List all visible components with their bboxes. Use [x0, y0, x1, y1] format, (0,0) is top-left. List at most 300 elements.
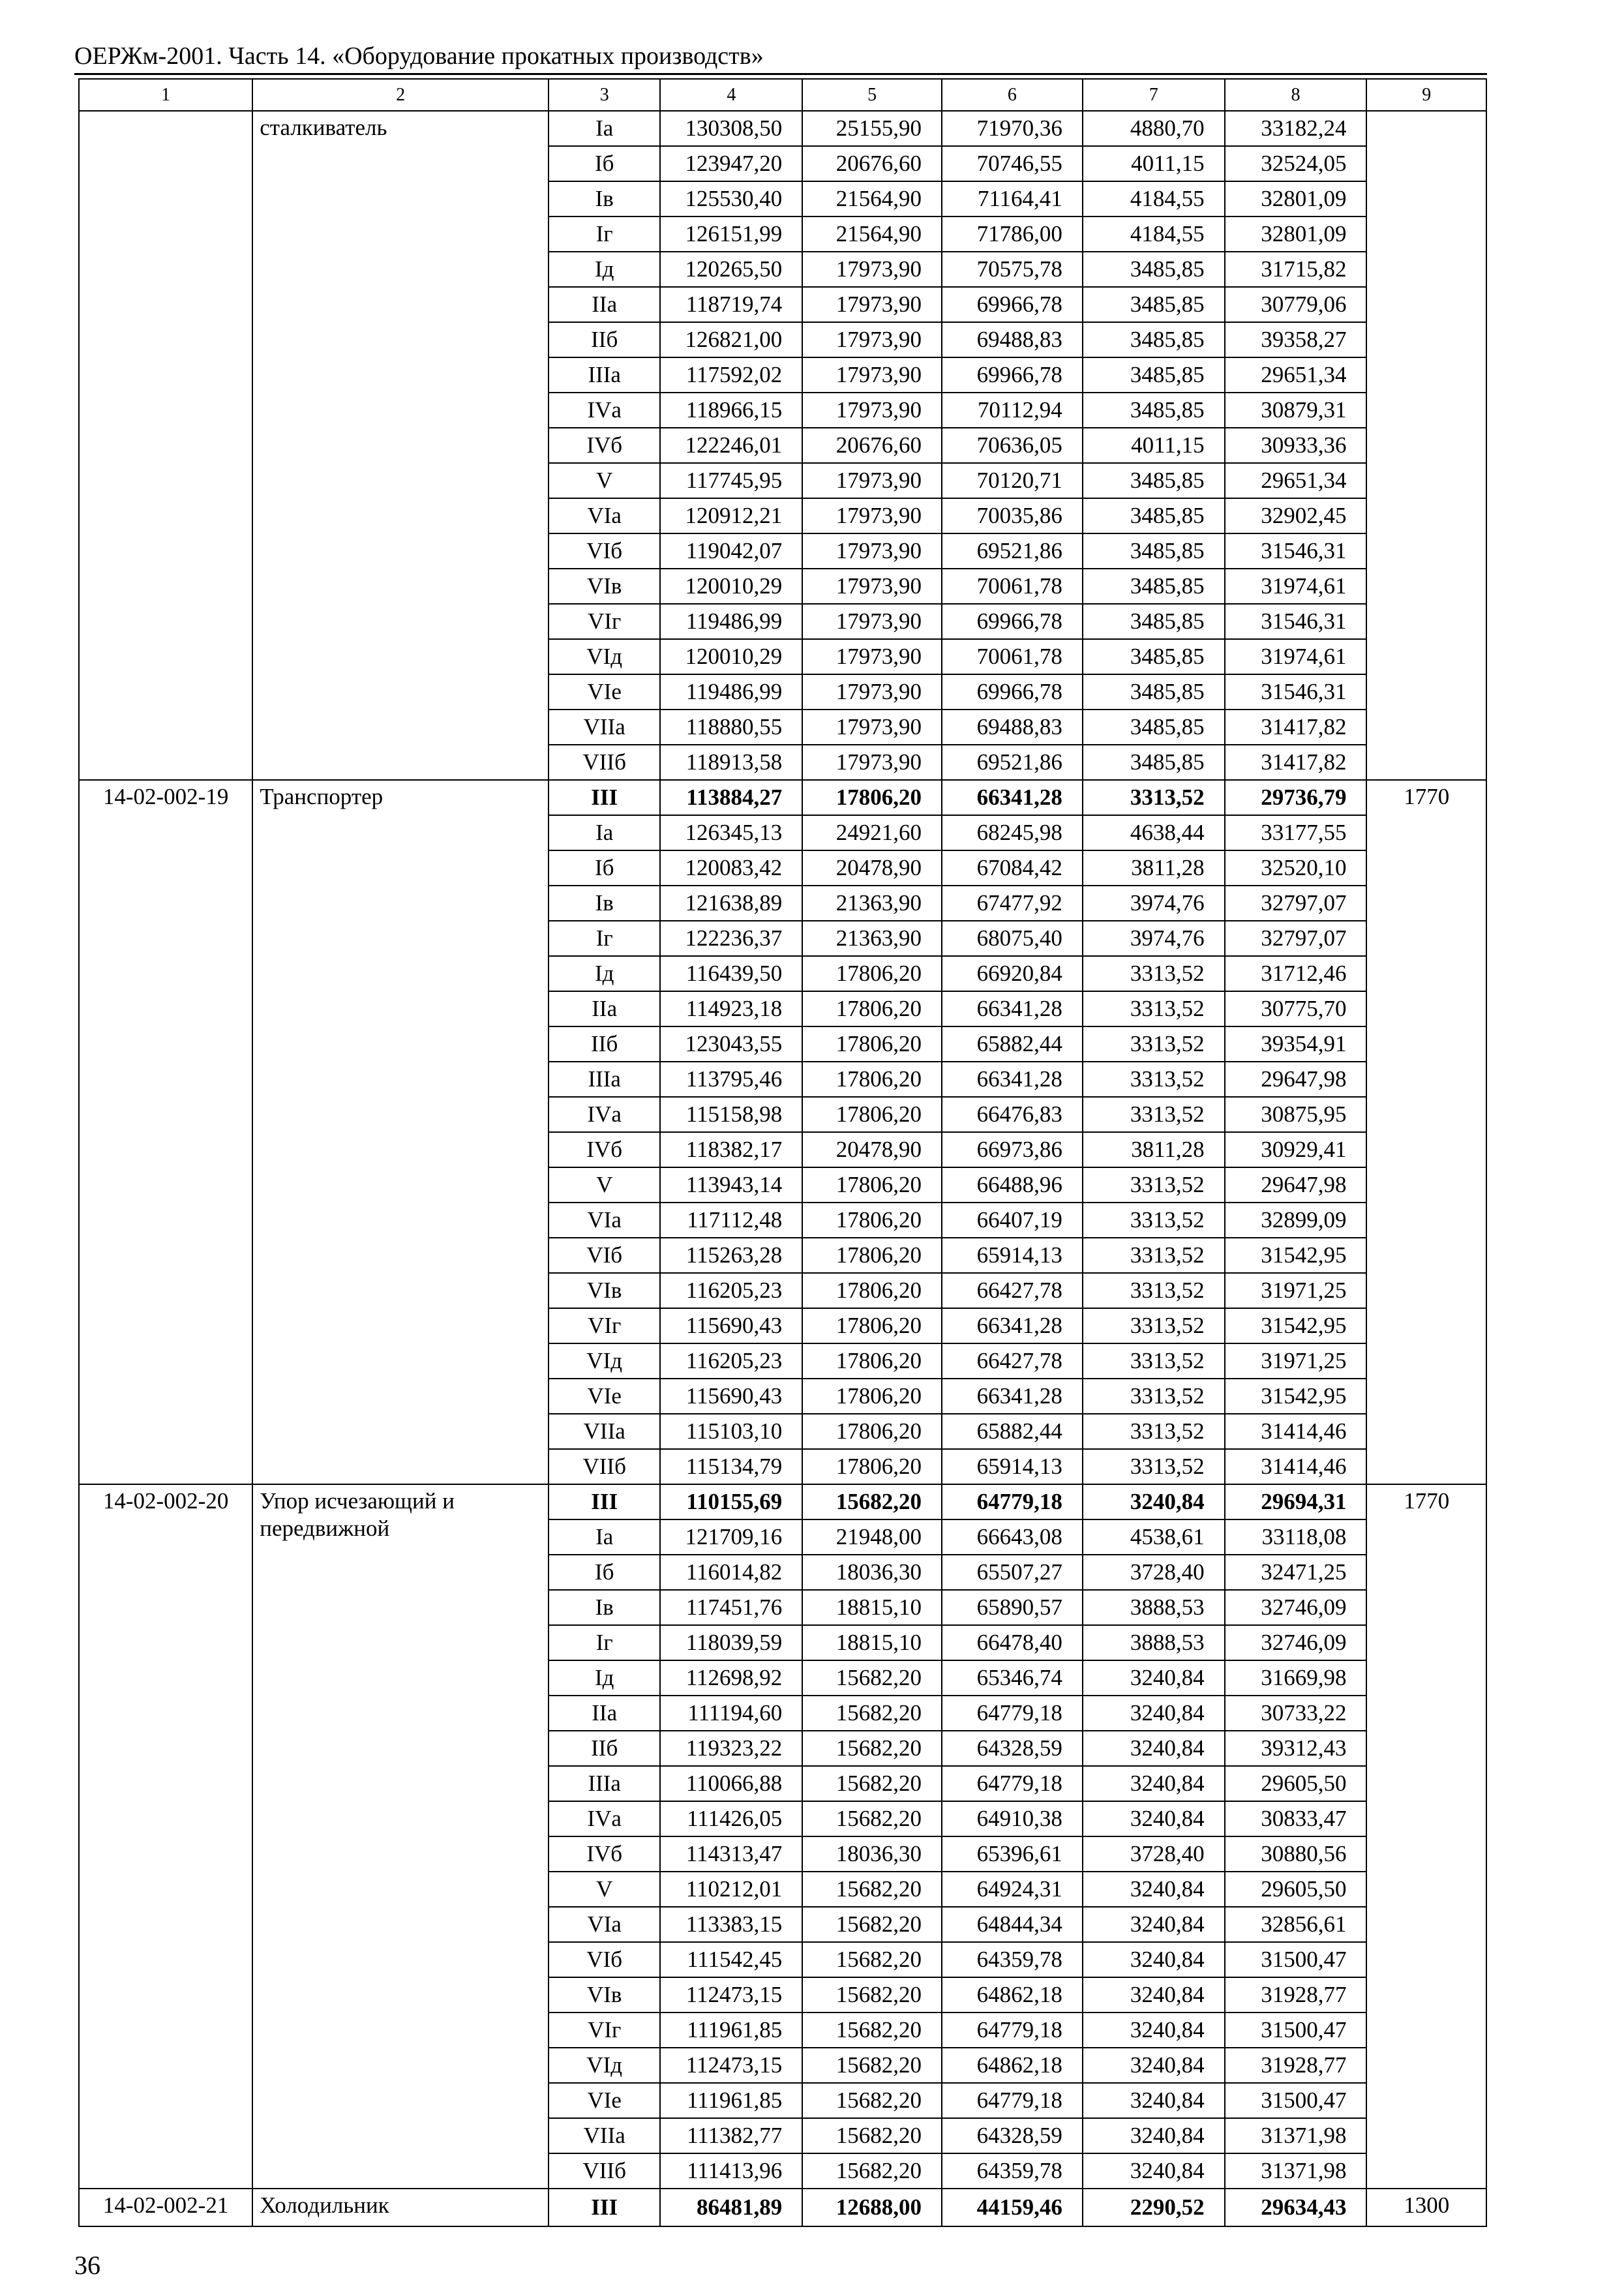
district-cell: VIе: [549, 1379, 660, 1414]
total-cost-cell: 117592,02: [660, 357, 802, 393]
total-cost-cell: 115690,43: [660, 1379, 802, 1414]
materials-cost-cell: 31417,82: [1225, 745, 1367, 780]
district-cell: VIIб: [549, 745, 660, 780]
column-number-row: [79, 79, 1486, 111]
district-cell: VIг: [549, 604, 660, 639]
operator-wage-cell: 3313,52: [1083, 1167, 1225, 1203]
labor-cost-cell: 17973,90: [802, 674, 942, 710]
column-number: 4: [660, 79, 802, 111]
total-cost-cell: 121638,89: [660, 886, 802, 921]
column-number: 1: [79, 79, 252, 111]
labor-cost-cell: 25155,90: [802, 111, 942, 146]
labor-cost-cell: 15682,20: [802, 2012, 942, 2048]
labor-cost-cell: 17973,90: [802, 639, 942, 674]
machine-cost-cell: 69488,83: [942, 710, 1083, 745]
machine-cost-cell: 64779,18: [942, 2012, 1083, 2048]
machine-cost-cell: 67477,92: [942, 886, 1083, 921]
price-table: [78, 78, 1487, 2227]
operator-wage-cell: 3485,85: [1083, 674, 1225, 710]
materials-cost-cell: 32524,05: [1225, 146, 1367, 181]
district-cell: Iв: [549, 1590, 660, 1625]
operator-wage-cell: 3240,84: [1083, 1696, 1225, 1731]
materials-cost-cell: 31669,98: [1225, 1660, 1367, 1696]
labor-cost-cell: 17806,20: [802, 1379, 942, 1414]
materials-cost-cell: 39354,91: [1225, 1026, 1367, 1062]
rate-code-cell: 14-02-002-21: [79, 2189, 252, 2226]
labor-cost-cell: 15682,20: [802, 1801, 942, 1836]
machine-cost-cell: 66341,28: [942, 780, 1083, 815]
labor-cost-cell: 20478,90: [802, 1132, 942, 1167]
operator-wage-cell: 3313,52: [1083, 1238, 1225, 1273]
labor-hours-cell: 1770: [1366, 1484, 1486, 2189]
total-cost-cell: 123043,55: [660, 1026, 802, 1062]
district-cell: VIIа: [549, 710, 660, 745]
equipment-name-cell: Упор исчезающий и передвижной: [252, 1484, 549, 2189]
operator-wage-cell: 3240,84: [1083, 2118, 1225, 2153]
table-body: [79, 79, 1486, 2226]
labor-cost-cell: 15682,20: [802, 1660, 942, 1696]
total-cost-cell: 114923,18: [660, 991, 802, 1026]
machine-cost-cell: 66341,28: [942, 991, 1083, 1026]
operator-wage-cell: 3240,84: [1083, 1484, 1225, 1519]
total-cost-cell: 130308,50: [660, 111, 802, 146]
labor-cost-cell: 17806,20: [802, 1238, 942, 1273]
labor-cost-cell: 21564,90: [802, 181, 942, 217]
operator-wage-cell: 3240,84: [1083, 2083, 1225, 2118]
materials-cost-cell: 30879,31: [1225, 393, 1367, 428]
table-row: [79, 2189, 1486, 2226]
column-number: 7: [1083, 79, 1225, 111]
operator-wage-cell: 3485,85: [1083, 639, 1225, 674]
materials-cost-cell: 31971,25: [1225, 1343, 1367, 1379]
materials-cost-cell: 32746,09: [1225, 1625, 1367, 1660]
materials-cost-cell: 30775,70: [1225, 991, 1367, 1026]
total-cost-cell: 119486,99: [660, 604, 802, 639]
operator-wage-cell: 3313,52: [1083, 1343, 1225, 1379]
labor-cost-cell: 17973,90: [802, 710, 942, 745]
total-cost-cell: 113383,15: [660, 1907, 802, 1942]
district-cell: VIб: [549, 1942, 660, 1977]
district-cell: VIIа: [549, 2118, 660, 2153]
total-cost-cell: 111961,85: [660, 2083, 802, 2118]
operator-wage-cell: 3974,76: [1083, 921, 1225, 956]
materials-cost-cell: 33118,08: [1225, 1519, 1367, 1555]
materials-cost-cell: 29736,79: [1225, 780, 1367, 815]
district-cell: VIг: [549, 2012, 660, 2048]
machine-cost-cell: 68245,98: [942, 815, 1083, 850]
operator-wage-cell: 3728,40: [1083, 1836, 1225, 1872]
materials-cost-cell: 30833,47: [1225, 1801, 1367, 1836]
materials-cost-cell: 31417,82: [1225, 710, 1367, 745]
district-cell: V: [549, 1167, 660, 1203]
materials-cost-cell: 31546,31: [1225, 533, 1367, 569]
machine-cost-cell: 66643,08: [942, 1519, 1083, 1555]
operator-wage-cell: 4538,61: [1083, 1519, 1225, 1555]
materials-cost-cell: 32797,07: [1225, 921, 1367, 956]
labor-cost-cell: 15682,20: [802, 1484, 942, 1519]
machine-cost-cell: 65914,13: [942, 1238, 1083, 1273]
machine-cost-cell: 70061,78: [942, 639, 1083, 674]
column-number: 2: [252, 79, 549, 111]
total-cost-cell: 114313,47: [660, 1836, 802, 1872]
materials-cost-cell: 30875,95: [1225, 1097, 1367, 1132]
district-cell: Iв: [549, 181, 660, 217]
machine-cost-cell: 66427,78: [942, 1343, 1083, 1379]
total-cost-cell: 126345,13: [660, 815, 802, 850]
materials-cost-cell: 30733,22: [1225, 1696, 1367, 1731]
operator-wage-cell: 3313,52: [1083, 956, 1225, 991]
labor-hours-cell: [1366, 111, 1486, 780]
district-cell: VIе: [549, 2083, 660, 2118]
total-cost-cell: 115263,28: [660, 1238, 802, 1273]
machine-cost-cell: 66427,78: [942, 1273, 1083, 1308]
materials-cost-cell: 32471,25: [1225, 1555, 1367, 1590]
equipment-name-cell: сталкиватель: [252, 111, 549, 780]
operator-wage-cell: 3240,84: [1083, 1942, 1225, 1977]
labor-cost-cell: 17973,90: [802, 287, 942, 322]
labor-cost-cell: 17806,20: [802, 1273, 942, 1308]
machine-cost-cell: 64779,18: [942, 1696, 1083, 1731]
materials-cost-cell: 39358,27: [1225, 322, 1367, 357]
table-row: [79, 1484, 1486, 1519]
operator-wage-cell: 3485,85: [1083, 604, 1225, 639]
operator-wage-cell: 3313,52: [1083, 1097, 1225, 1132]
total-cost-cell: 118382,17: [660, 1132, 802, 1167]
district-cell: VIд: [549, 639, 660, 674]
machine-cost-cell: 66488,96: [942, 1167, 1083, 1203]
total-cost-cell: 120010,29: [660, 639, 802, 674]
machine-cost-cell: 66407,19: [942, 1203, 1083, 1238]
labor-cost-cell: 15682,20: [802, 1731, 942, 1766]
total-cost-cell: 115134,79: [660, 1449, 802, 1484]
total-cost-cell: 113795,46: [660, 1062, 802, 1097]
district-cell: Iб: [549, 1555, 660, 1590]
materials-cost-cell: 31546,31: [1225, 604, 1367, 639]
machine-cost-cell: 65914,13: [942, 1449, 1083, 1484]
materials-cost-cell: 31542,95: [1225, 1379, 1367, 1414]
operator-wage-cell: 3313,52: [1083, 1026, 1225, 1062]
operator-wage-cell: 3240,84: [1083, 2153, 1225, 2189]
total-cost-cell: 118966,15: [660, 393, 802, 428]
total-cost-cell: 120265,50: [660, 252, 802, 287]
total-cost-cell: 116205,23: [660, 1273, 802, 1308]
district-cell: III: [549, 1484, 660, 1519]
district-cell: VIв: [549, 1977, 660, 2012]
total-cost-cell: 119323,22: [660, 1731, 802, 1766]
district-cell: VIIб: [549, 2153, 660, 2189]
machine-cost-cell: 70112,94: [942, 393, 1083, 428]
machine-cost-cell: 68075,40: [942, 921, 1083, 956]
labor-cost-cell: 17806,20: [802, 1167, 942, 1203]
labor-cost-cell: 15682,20: [802, 2153, 942, 2189]
labor-cost-cell: 21363,90: [802, 921, 942, 956]
operator-wage-cell: 3485,85: [1083, 569, 1225, 604]
district-cell: VIIб: [549, 1449, 660, 1484]
operator-wage-cell: 3313,52: [1083, 1062, 1225, 1097]
total-cost-cell: 117112,48: [660, 1203, 802, 1238]
total-cost-cell: 111382,77: [660, 2118, 802, 2153]
district-cell: VIа: [549, 498, 660, 533]
labor-cost-cell: 17973,90: [802, 252, 942, 287]
district-cell: IIIа: [549, 1062, 660, 1097]
operator-wage-cell: 4011,15: [1083, 146, 1225, 181]
total-cost-cell: 116014,82: [660, 1555, 802, 1590]
operator-wage-cell: 3240,84: [1083, 1660, 1225, 1696]
machine-cost-cell: 64328,59: [942, 2118, 1083, 2153]
machine-cost-cell: 64844,34: [942, 1907, 1083, 1942]
materials-cost-cell: 29605,50: [1225, 1766, 1367, 1801]
labor-cost-cell: 21363,90: [802, 886, 942, 921]
table-row: [79, 111, 1486, 146]
header-rule: [74, 73, 1487, 75]
machine-cost-cell: 64328,59: [942, 1731, 1083, 1766]
district-cell: Iб: [549, 850, 660, 886]
operator-wage-cell: 3313,52: [1083, 1308, 1225, 1343]
operator-wage-cell: 3485,85: [1083, 533, 1225, 569]
equipment-name-cell: Холодильник: [252, 2189, 549, 2226]
machine-cost-cell: 69521,86: [942, 533, 1083, 569]
operator-wage-cell: 3240,84: [1083, 1801, 1225, 1836]
district-cell: IIб: [549, 1026, 660, 1062]
materials-cost-cell: 32856,61: [1225, 1907, 1367, 1942]
district-cell: IVб: [549, 428, 660, 463]
machine-cost-cell: 44159,46: [942, 2189, 1083, 2226]
operator-wage-cell: 3240,84: [1083, 2048, 1225, 2083]
district-cell: VIа: [549, 1907, 660, 1942]
district-cell: IIIа: [549, 1766, 660, 1801]
labor-cost-cell: 17806,20: [802, 1097, 942, 1132]
materials-cost-cell: 31371,98: [1225, 2118, 1367, 2153]
machine-cost-cell: 65882,44: [942, 1026, 1083, 1062]
machine-cost-cell: 64862,18: [942, 2048, 1083, 2083]
materials-cost-cell: 31500,47: [1225, 2083, 1367, 2118]
operator-wage-cell: 3485,85: [1083, 287, 1225, 322]
machine-cost-cell: 69488,83: [942, 322, 1083, 357]
machine-cost-cell: 70746,55: [942, 146, 1083, 181]
column-number: 8: [1225, 79, 1367, 111]
labor-cost-cell: 18036,30: [802, 1836, 942, 1872]
total-cost-cell: 113943,14: [660, 1167, 802, 1203]
materials-cost-cell: 31928,77: [1225, 2048, 1367, 2083]
labor-cost-cell: 15682,20: [802, 1942, 942, 1977]
materials-cost-cell: 32801,09: [1225, 217, 1367, 252]
machine-cost-cell: 67084,42: [942, 850, 1083, 886]
total-cost-cell: 118880,55: [660, 710, 802, 745]
labor-cost-cell: 15682,20: [802, 1696, 942, 1731]
operator-wage-cell: 3485,85: [1083, 745, 1225, 780]
machine-cost-cell: 66478,40: [942, 1625, 1083, 1660]
district-cell: Iа: [549, 1519, 660, 1555]
materials-cost-cell: 32801,09: [1225, 181, 1367, 217]
labor-cost-cell: 15682,20: [802, 1907, 942, 1942]
labor-cost-cell: 17806,20: [802, 991, 942, 1026]
operator-wage-cell: 3485,85: [1083, 357, 1225, 393]
district-cell: V: [549, 463, 660, 498]
total-cost-cell: 125530,40: [660, 181, 802, 217]
materials-cost-cell: 31500,47: [1225, 2012, 1367, 2048]
operator-wage-cell: 3240,84: [1083, 1766, 1225, 1801]
total-cost-cell: 112473,15: [660, 2048, 802, 2083]
total-cost-cell: 118719,74: [660, 287, 802, 322]
machine-cost-cell: 66476,83: [942, 1097, 1083, 1132]
operator-wage-cell: 4011,15: [1083, 428, 1225, 463]
materials-cost-cell: 30880,56: [1225, 1836, 1367, 1872]
district-cell: VIб: [549, 1238, 660, 1273]
district-cell: IIб: [549, 322, 660, 357]
materials-cost-cell: 31712,46: [1225, 956, 1367, 991]
materials-cost-cell: 29634,43: [1225, 2189, 1367, 2226]
total-cost-cell: 116439,50: [660, 956, 802, 991]
machine-cost-cell: 66973,86: [942, 1132, 1083, 1167]
total-cost-cell: 126151,99: [660, 217, 802, 252]
district-cell: Iг: [549, 921, 660, 956]
total-cost-cell: 112473,15: [660, 1977, 802, 2012]
page-number: 36: [74, 2251, 100, 2280]
machine-cost-cell: 64862,18: [942, 1977, 1083, 2012]
operator-wage-cell: 2290,52: [1083, 2189, 1225, 2226]
total-cost-cell: 116205,23: [660, 1343, 802, 1379]
materials-cost-cell: 30929,41: [1225, 1132, 1367, 1167]
labor-cost-cell: 17973,90: [802, 322, 942, 357]
machine-cost-cell: 66920,84: [942, 956, 1083, 991]
district-cell: VIд: [549, 1343, 660, 1379]
district-cell: IVа: [549, 1097, 660, 1132]
district-cell: III: [549, 780, 660, 815]
operator-wage-cell: 3313,52: [1083, 991, 1225, 1026]
machine-cost-cell: 64359,78: [942, 1942, 1083, 1977]
total-cost-cell: 111542,45: [660, 1942, 802, 1977]
labor-cost-cell: 15682,20: [802, 1766, 942, 1801]
machine-cost-cell: 69966,78: [942, 674, 1083, 710]
rate-code-cell: 14-02-002-20: [79, 1484, 252, 2189]
district-cell: Iг: [549, 217, 660, 252]
operator-wage-cell: 4184,55: [1083, 217, 1225, 252]
labor-cost-cell: 15682,20: [802, 2118, 942, 2153]
materials-cost-cell: 29694,31: [1225, 1484, 1367, 1519]
materials-cost-cell: 31414,46: [1225, 1449, 1367, 1484]
materials-cost-cell: 31928,77: [1225, 1977, 1367, 2012]
district-cell: VIд: [549, 2048, 660, 2083]
district-cell: IVб: [549, 1836, 660, 1872]
operator-wage-cell: 3240,84: [1083, 1977, 1225, 2012]
machine-cost-cell: 71786,00: [942, 217, 1083, 252]
district-cell: VIв: [549, 569, 660, 604]
materials-cost-cell: 32797,07: [1225, 886, 1367, 921]
operator-wage-cell: 3240,84: [1083, 1872, 1225, 1907]
materials-cost-cell: 32902,45: [1225, 498, 1367, 533]
total-cost-cell: 113884,27: [660, 780, 802, 815]
labor-hours-cell: 1770: [1366, 780, 1486, 1484]
machine-cost-cell: 66341,28: [942, 1379, 1083, 1414]
total-cost-cell: 115690,43: [660, 1308, 802, 1343]
operator-wage-cell: 3728,40: [1083, 1555, 1225, 1590]
labor-cost-cell: 17973,90: [802, 745, 942, 780]
materials-cost-cell: 30933,36: [1225, 428, 1367, 463]
materials-cost-cell: 31542,95: [1225, 1308, 1367, 1343]
labor-cost-cell: 17973,90: [802, 463, 942, 498]
machine-cost-cell: 66341,28: [942, 1062, 1083, 1097]
operator-wage-cell: 3974,76: [1083, 886, 1225, 921]
machine-cost-cell: 70120,71: [942, 463, 1083, 498]
total-cost-cell: 123947,20: [660, 146, 802, 181]
labor-cost-cell: 17806,20: [802, 1062, 942, 1097]
machine-cost-cell: 69966,78: [942, 287, 1083, 322]
materials-cost-cell: 31974,61: [1225, 569, 1367, 604]
materials-cost-cell: 29651,34: [1225, 463, 1367, 498]
operator-wage-cell: 3240,84: [1083, 1731, 1225, 1766]
materials-cost-cell: 29647,98: [1225, 1167, 1367, 1203]
total-cost-cell: 122246,01: [660, 428, 802, 463]
district-cell: VIг: [549, 1308, 660, 1343]
operator-wage-cell: 3485,85: [1083, 322, 1225, 357]
column-number: 6: [942, 79, 1083, 111]
district-cell: VIв: [549, 1273, 660, 1308]
labor-cost-cell: 17806,20: [802, 1203, 942, 1238]
machine-cost-cell: 64779,18: [942, 2083, 1083, 2118]
district-cell: III: [549, 2189, 660, 2226]
machine-cost-cell: 66341,28: [942, 1308, 1083, 1343]
labor-cost-cell: 17806,20: [802, 1343, 942, 1379]
operator-wage-cell: 3485,85: [1083, 252, 1225, 287]
district-cell: VIIа: [549, 1414, 660, 1449]
district-cell: V: [549, 1872, 660, 1907]
labor-cost-cell: 18815,10: [802, 1625, 942, 1660]
operator-wage-cell: 3485,85: [1083, 710, 1225, 745]
machine-cost-cell: 70061,78: [942, 569, 1083, 604]
labor-cost-cell: 20676,60: [802, 428, 942, 463]
labor-cost-cell: 21564,90: [802, 217, 942, 252]
machine-cost-cell: 71970,36: [942, 111, 1083, 146]
district-cell: IVа: [549, 393, 660, 428]
total-cost-cell: 121709,16: [660, 1519, 802, 1555]
total-cost-cell: 115158,98: [660, 1097, 802, 1132]
district-cell: IIIа: [549, 357, 660, 393]
rate-code-cell: [79, 111, 252, 780]
district-cell: Iб: [549, 146, 660, 181]
machine-cost-cell: 69966,78: [942, 604, 1083, 639]
materials-cost-cell: 31371,98: [1225, 2153, 1367, 2189]
materials-cost-cell: 31971,25: [1225, 1273, 1367, 1308]
total-cost-cell: 111194,60: [660, 1696, 802, 1731]
labor-cost-cell: 18815,10: [802, 1590, 942, 1625]
labor-cost-cell: 15682,20: [802, 2048, 942, 2083]
materials-cost-cell: 33177,55: [1225, 815, 1367, 850]
table-row: [79, 780, 1486, 815]
machine-cost-cell: 64924,31: [942, 1872, 1083, 1907]
labor-cost-cell: 20676,60: [802, 146, 942, 181]
operator-wage-cell: 4638,44: [1083, 815, 1225, 850]
operator-wage-cell: 3240,84: [1083, 2012, 1225, 2048]
materials-cost-cell: 31546,31: [1225, 674, 1367, 710]
district-cell: Iд: [549, 956, 660, 991]
total-cost-cell: 119486,99: [660, 674, 802, 710]
labor-hours-cell: 1300: [1366, 2189, 1486, 2226]
district-cell: IIб: [549, 1731, 660, 1766]
materials-cost-cell: 32520,10: [1225, 850, 1367, 886]
total-cost-cell: 111426,05: [660, 1801, 802, 1836]
operator-wage-cell: 3485,85: [1083, 498, 1225, 533]
labor-cost-cell: 12688,00: [802, 2189, 942, 2226]
operator-wage-cell: 3313,52: [1083, 1379, 1225, 1414]
district-cell: IIа: [549, 1696, 660, 1731]
labor-cost-cell: 17806,20: [802, 1414, 942, 1449]
labor-cost-cell: 17806,20: [802, 780, 942, 815]
operator-wage-cell: 4880,70: [1083, 111, 1225, 146]
materials-cost-cell: 31414,46: [1225, 1414, 1367, 1449]
column-number: 3: [549, 79, 660, 111]
total-cost-cell: 120010,29: [660, 569, 802, 604]
operator-wage-cell: 3485,85: [1083, 393, 1225, 428]
